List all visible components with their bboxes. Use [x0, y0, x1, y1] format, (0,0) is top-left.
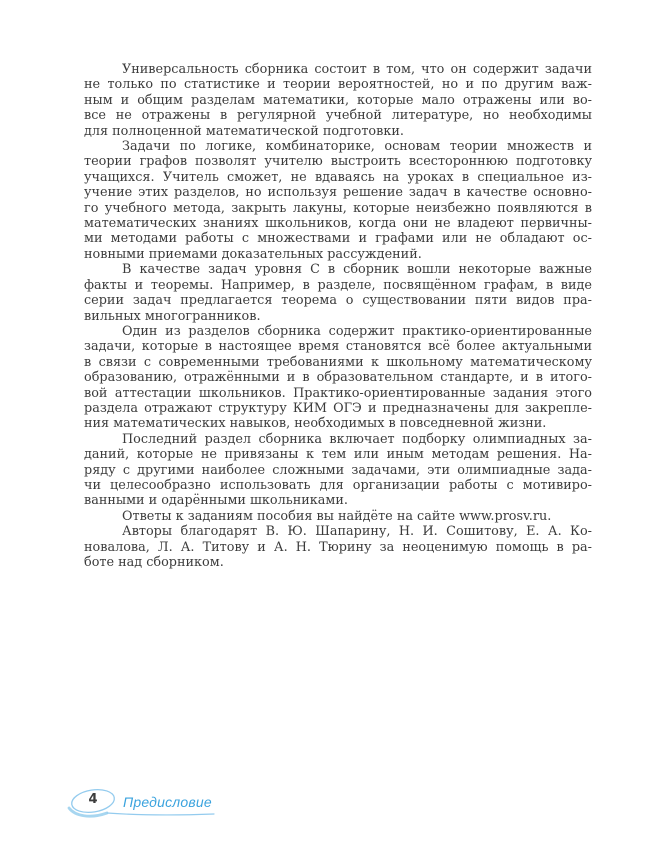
text-line: математических знаниях школьников, когда они не владеют первичны-	[84, 216, 592, 232]
text-line: го учебного метода, закрыть лакуны, которые неизбежно появляются в	[84, 200, 592, 216]
text-line: факты и теоремы. Например, в разделе, посвящённом графам, в виде	[84, 277, 592, 293]
text-line: новными приемами доказательных рассуждений.	[84, 246, 422, 262]
preface-body	[84, 62, 592, 570]
text-line: задачи, которые в настоящее время становятся всё более актуальными	[84, 339, 592, 355]
paragraph	[84, 62, 592, 139]
text-line: даний, которые не привязаны к тем или иным методам решения. На-	[84, 447, 592, 463]
text-line: ванными и одарёнными школьниками.	[84, 493, 348, 509]
text-line: Универсальность сборника состоит в том, что он содержит задачи	[122, 62, 592, 77]
text-line: Авторы благодарят В. Ю. Шапарину, Н. И. Сошитову, Е. А. Ко-	[122, 524, 592, 540]
text-line: вой аттестации школьников. Практико-ориентированные задания этого	[84, 385, 592, 401]
page-footer	[0, 778, 650, 838]
text-line: образованию, отражёнными и в образовательном стандарте, и в итого-	[84, 370, 592, 386]
text-line: ряду с другими наиболее сложными задачами, эти олимпиадные зада-	[84, 462, 592, 478]
text-line: чи целесообразно использовать для организации работы с мотивиро-	[84, 477, 592, 493]
text-line: Ответы к заданиям пособия вы найдёте на сайте www.prosv.ru.	[122, 508, 552, 524]
text-line: Один из разделов сборника содержит практико-ориентированные	[122, 323, 592, 339]
text-line: учащихся. Учитель сможет, не вдаваясь на уроках в специальное из-	[84, 169, 592, 185]
text-line: не только по статистике и теории вероятностей, но и по другим важ-	[84, 77, 592, 93]
paragraph	[84, 262, 592, 324]
text-line: Последний раздел сборника включает подборку олимпиадных за-	[122, 431, 592, 447]
text-line: все не отражены в регулярной учебной литературе, но необходимы	[84, 108, 592, 124]
paragraph	[84, 432, 592, 509]
text-line: теории графов позволят учителю выстроить всестороннюю подготовку	[84, 154, 592, 170]
paragraph	[84, 324, 592, 432]
paragraph	[84, 139, 592, 262]
text-line: учение этих разделов, но используя решение задач в качестве основно-	[84, 185, 592, 201]
text-line: Задачи по логике, комбинаторике, основам теории множеств и	[122, 139, 592, 155]
text-line: в связи с современными требованиями к школьному математическому	[84, 354, 592, 370]
page-number: 4	[88, 792, 98, 807]
text-line: ния математических навыков, необходимых в повседневной жизни.	[84, 416, 547, 432]
text-line: ным и общим разделам математики, которые мало отражены или во-	[84, 92, 592, 108]
section-title: Предисловие	[123, 794, 212, 810]
text-line: раздела отражают структуру КИМ ОГЭ и предназначены для закрепле-	[84, 400, 592, 416]
paragraph	[84, 524, 592, 570]
text-line: для полноценной математической подготовки.	[84, 123, 404, 139]
text-line: новалова, Л. А. Титову и А. Н. Тюрину за неоценимую помощь в ра-	[84, 539, 592, 555]
text-line: вильных многогранников.	[84, 308, 261, 324]
text-line: серии задач предлагается теорема о существовании пяти видов пра-	[84, 293, 592, 309]
paragraph	[84, 509, 592, 524]
text-line: боте над сборником.	[84, 555, 224, 570]
text-line: В качестве задач уровня С в сборник вошли некоторые важные	[122, 262, 592, 278]
text-line: ми методами работы с множествами и графами или не обладают ос-	[84, 231, 592, 247]
